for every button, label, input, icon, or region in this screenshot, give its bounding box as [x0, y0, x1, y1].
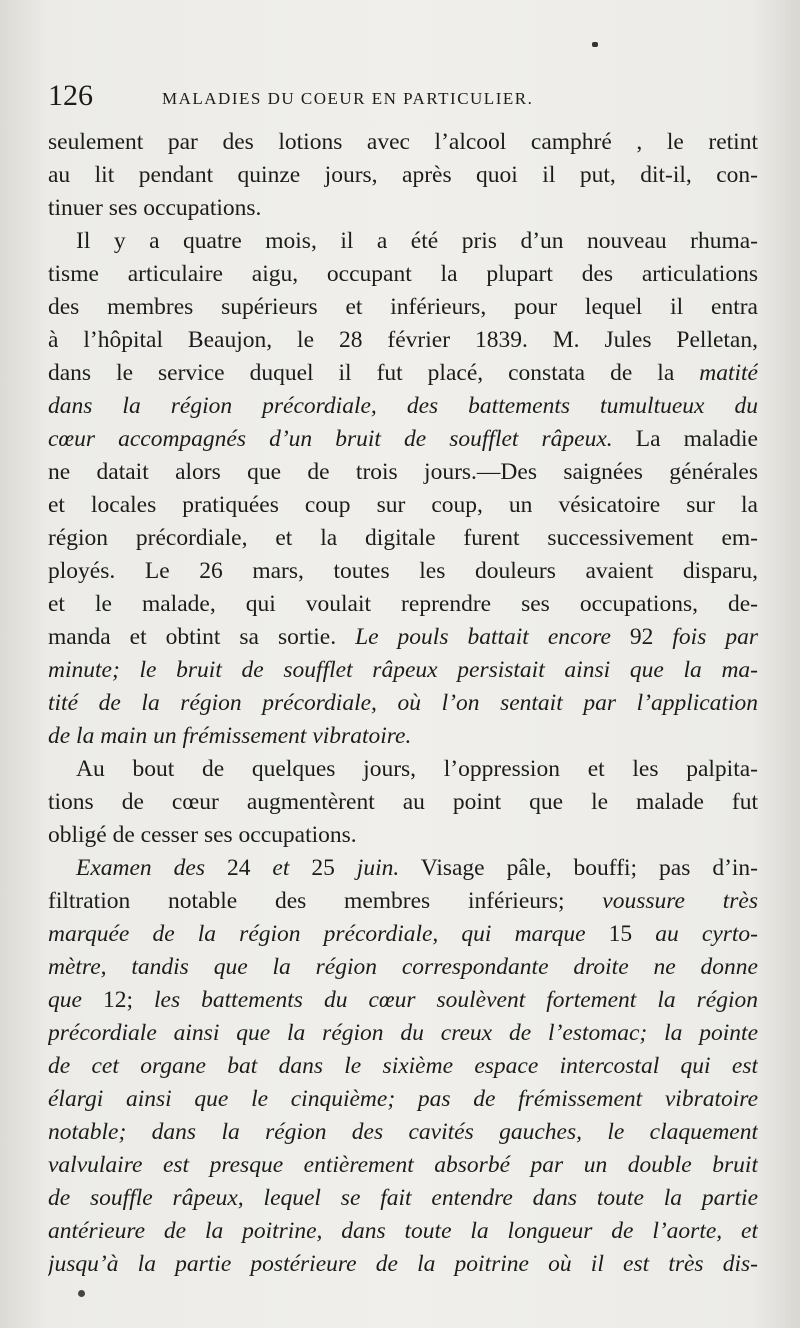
text-line [48, 687, 758, 720]
italic-text: fois par [672, 624, 758, 650]
italic-text: cœur accompagnés d’un bruit de soufflet râpeux. [48, 426, 613, 452]
text-line [48, 126, 758, 159]
text-line [48, 357, 758, 390]
text-line [48, 1215, 758, 1248]
text-line [48, 225, 758, 258]
text-run: 12; [81, 987, 155, 1013]
italic-text: que [48, 987, 82, 1013]
text-line [48, 984, 758, 1017]
italic-text: antérieure de la poitrine, dans toute la longueur de l’aorte, et [48, 1218, 758, 1244]
text-line [48, 786, 758, 819]
text-run: Il y a quatre mois, il a été pris d’un nouveau rhuma- [76, 228, 758, 254]
text-line [48, 588, 758, 621]
text-run: obligé de cesser ses occupations. [48, 822, 357, 848]
italic-text: et [272, 855, 290, 881]
text-line [48, 159, 758, 192]
text-run: 15 [585, 921, 656, 947]
text-line [48, 390, 758, 423]
text-line [48, 423, 758, 456]
italic-text: au cyrto- [655, 921, 758, 947]
text-run: Visage pâle, bouffi; pas d’in- [399, 855, 758, 881]
italic-text: Examen des [76, 855, 205, 881]
italic-text: de la main un frémissement vibratoire. [48, 723, 412, 749]
text-line [48, 1083, 758, 1116]
text-run: 92 [610, 624, 673, 650]
text-run: région précordiale, et la digitale furent successivement em- [48, 525, 758, 551]
italic-text: les battements du cœur soulèvent fortement la région [154, 987, 758, 1013]
text-line [48, 1017, 758, 1050]
text-line [48, 1182, 758, 1215]
italic-text: jusqu’à la partie postérieure de la poitrine où il est très dis- [48, 1251, 758, 1277]
italic-text: dans la région précordiale, des battements tumultueux du [48, 393, 758, 419]
italic-text: marquée de la région précordiale, qui marque [48, 921, 586, 947]
text-line [48, 1116, 758, 1149]
text-line [48, 621, 758, 654]
text-line [48, 522, 758, 555]
text-line [48, 720, 758, 753]
text-run: manda et obtint sa sortie. [48, 624, 356, 650]
text-line [48, 951, 758, 984]
text-run: 24 [204, 855, 273, 881]
italic-text: notable; dans la région des cavités gauches, le claquement [48, 1119, 758, 1145]
italic-text: précordiale ainsi que la région du creux de l’estomac; la pointe [48, 1020, 758, 1046]
page-header [48, 78, 758, 114]
italic-text: Le pouls battait encore [355, 624, 611, 650]
text-run: au lit pendant quinze jours, après quoi il put, dit-il, con- [48, 162, 758, 188]
text-run: des membres supérieurs et inférieurs, pour lequel il entra [48, 294, 758, 320]
text-run: tinuer ses occupations. [48, 195, 262, 221]
text-line [48, 192, 758, 225]
ink-speck [78, 1290, 85, 1297]
text-line [48, 291, 758, 324]
text-run: ne datait alors que de trois jours.—Des saignées générales [48, 459, 758, 485]
italic-text: matité [699, 360, 758, 386]
text-line [48, 852, 758, 885]
italic-text: minute; le bruit de soufflet râpeux persistait ainsi que la ma- [48, 657, 758, 683]
body-text [48, 126, 758, 1281]
text-line [48, 258, 758, 291]
text-run: La maladie [612, 426, 758, 452]
text-line [48, 753, 758, 786]
text-run: tions de cœur augmentèrent au point que le malade fut [48, 789, 758, 815]
italic-text: de souffle râpeux, lequel se fait entendre dans toute la partie [48, 1185, 758, 1211]
text-run: Au bout de quelques jours, l’oppression et les palpita- [76, 756, 758, 782]
text-line [48, 324, 758, 357]
italic-text: voussure très [602, 888, 758, 914]
text-line [48, 819, 758, 852]
text-line [48, 654, 758, 687]
text-run: dans le service duquel il fut placé, constata de la [48, 360, 700, 386]
italic-text: juin. [356, 855, 400, 881]
text-run: filtration notable des membres inférieurs; [48, 888, 603, 914]
text-run: 25 [289, 855, 357, 881]
text-run: tisme articulaire aigu, occupant la plupart des articulations [48, 261, 758, 287]
italic-text: mètre, tandis que la région correspondante droite ne donne [48, 954, 758, 980]
text-line [48, 489, 758, 522]
running-head: MALADIES DU COEUR EN PARTICULIER. [162, 89, 534, 108]
page-number: 126 [48, 79, 93, 112]
text-line [48, 885, 758, 918]
text-run: à l’hôpital Beaujon, le 28 février 1839. M. Jules Pelletan, [48, 327, 758, 353]
text-run: et locales pratiquées coup sur coup, un vésicatoire sur la [48, 492, 758, 518]
text-run: seulement par des lotions avec l’alcool camphré , le retint [48, 129, 758, 155]
italic-text: élargi ainsi que le cinquième; pas de frémissement vibratoire [48, 1086, 758, 1112]
text-line [48, 1050, 758, 1083]
text-run: ployés. Le 26 mars, toutes les douleurs avaient disparu, [48, 558, 758, 584]
text-line [48, 1248, 758, 1281]
ink-speck [592, 42, 598, 47]
italic-text: tité de la région précordiale, où l’on sentait par l’application [48, 690, 758, 716]
text-run: et le malade, qui voulait reprendre ses occupations, de- [48, 591, 758, 617]
italic-text: valvulaire est presque entièrement absorbé par un double bruit [48, 1152, 758, 1178]
text-line [48, 1149, 758, 1182]
text-line [48, 456, 758, 489]
text-line [48, 555, 758, 588]
italic-text: de cet organe bat dans le sixième espace intercostal qui est [48, 1053, 758, 1079]
text-line [48, 918, 758, 951]
